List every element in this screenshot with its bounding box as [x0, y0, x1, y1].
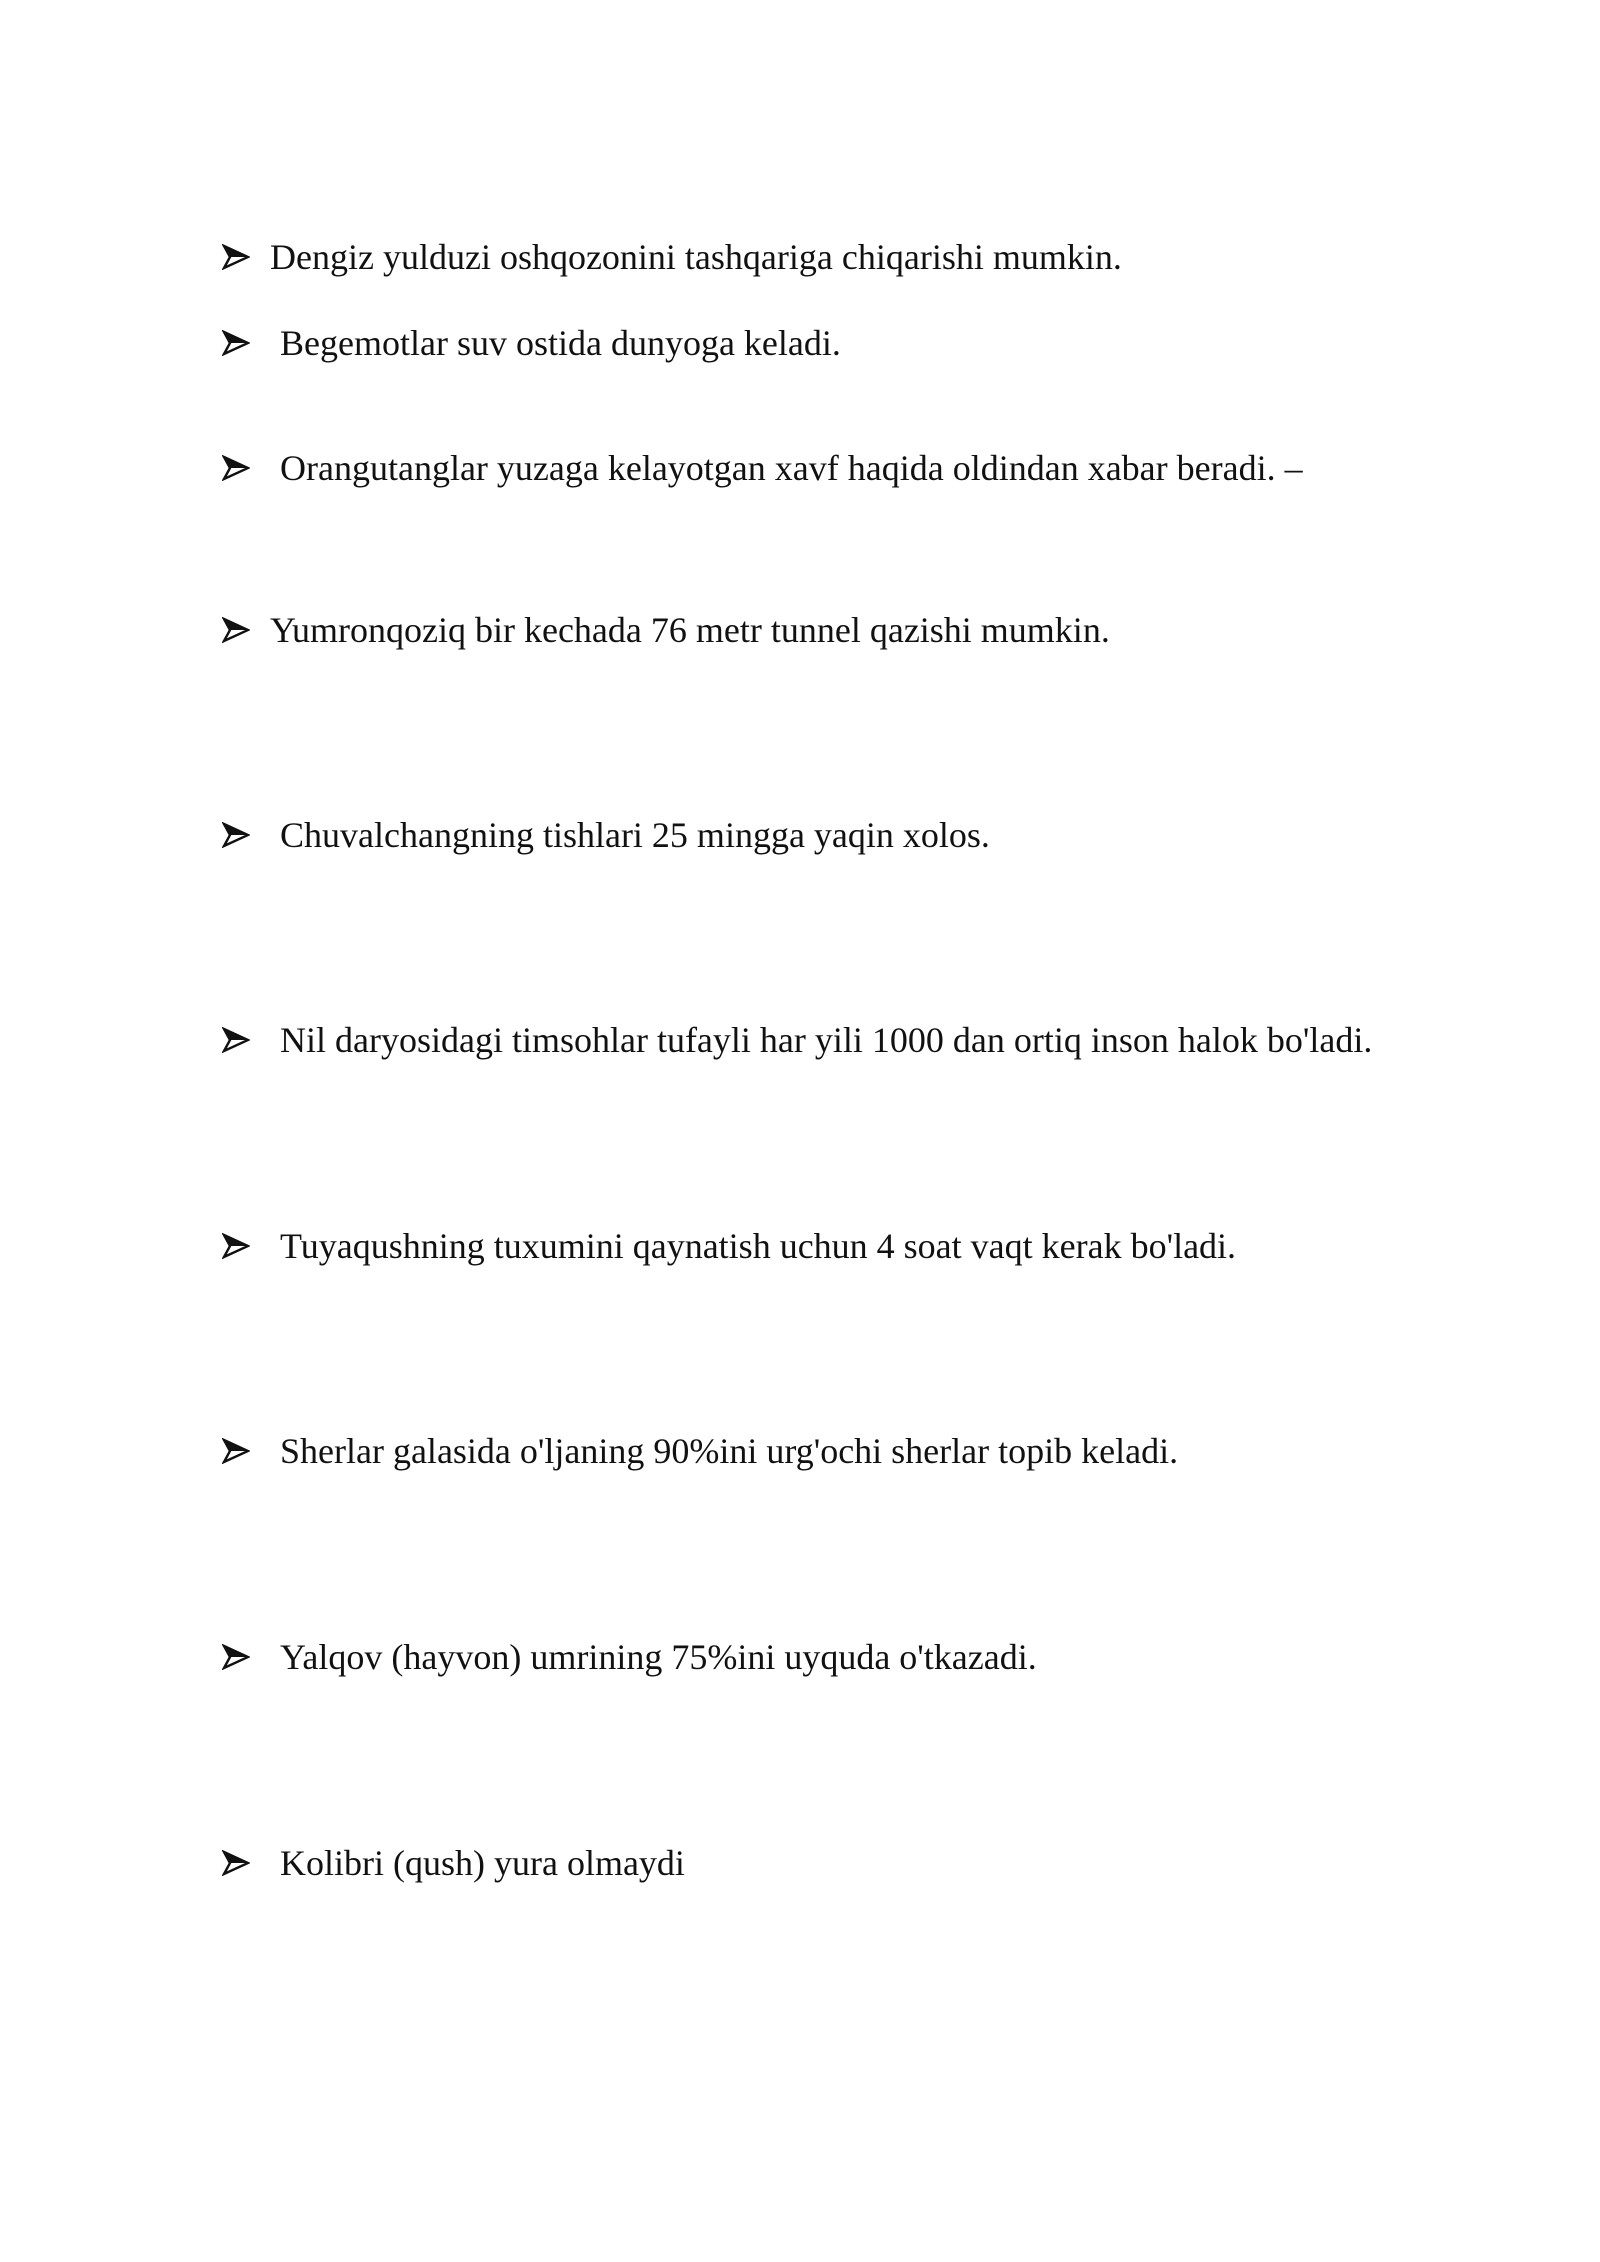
list-item-text: Yumronqoziq bir kechada 76 metr tunnel qazishi mumkin.: [270, 610, 1110, 650]
list-item: [222, 810, 990, 860]
arrowhead-bullet-icon: [222, 1233, 250, 1259]
list-item: [222, 1426, 1178, 1476]
arrowhead-bullet-icon: [222, 1438, 250, 1464]
arrowhead-bullet-icon: [222, 244, 250, 270]
list-item-text: Sherlar galasida o'ljaning 90%ini urg'ochi sherlar topib keladi.: [280, 1431, 1179, 1471]
arrowhead-bullet-icon: [222, 617, 250, 643]
list-item: [222, 318, 841, 368]
list-item-text: Tuyaqushning tuxumini qaynatish uchun 4 soat vaqt kerak bo'ladi.: [280, 1226, 1237, 1266]
list-item-text: Begemotlar suv ostida dunyoga keladi.: [280, 323, 841, 363]
arrowhead-bullet-icon: [222, 455, 250, 481]
list-item: [222, 605, 1110, 655]
arrowhead-bullet-icon: [222, 1850, 250, 1876]
arrowhead-bullet-icon: [222, 330, 250, 356]
arrowhead-bullet-icon: [222, 822, 250, 848]
list-item: [222, 1015, 1372, 1065]
list-item: [222, 443, 1303, 493]
list-item-text: Orangutanglar yuzaga kelayotgan xavf haqida oldindan xabar beradi. –: [280, 448, 1303, 488]
list-item: [222, 1221, 1236, 1271]
list-item: [222, 232, 1122, 282]
list-item-text: Dengiz yulduzi oshqozonini tashqariga chiqarishi mumkin.: [270, 237, 1122, 277]
list-item-text: Chuvalchangning tishlari 25 mingga yaqin xolos.: [280, 815, 990, 855]
list-item-text: Nil daryosidagi timsohlar tufayli har yili 1000 dan ortiq inson halok bo'ladi.: [280, 1020, 1373, 1060]
arrowhead-bullet-icon: [222, 1644, 250, 1670]
list-item-text: Kolibri (qush) yura olmaydi: [280, 1843, 685, 1883]
list-item: [222, 1632, 1037, 1682]
arrowhead-bullet-icon: [222, 1027, 250, 1053]
list-item: [222, 1838, 685, 1888]
list-item-text: Yalqov (hayvon) umrining 75%ini uyquda o'tkazadi.: [280, 1637, 1037, 1677]
